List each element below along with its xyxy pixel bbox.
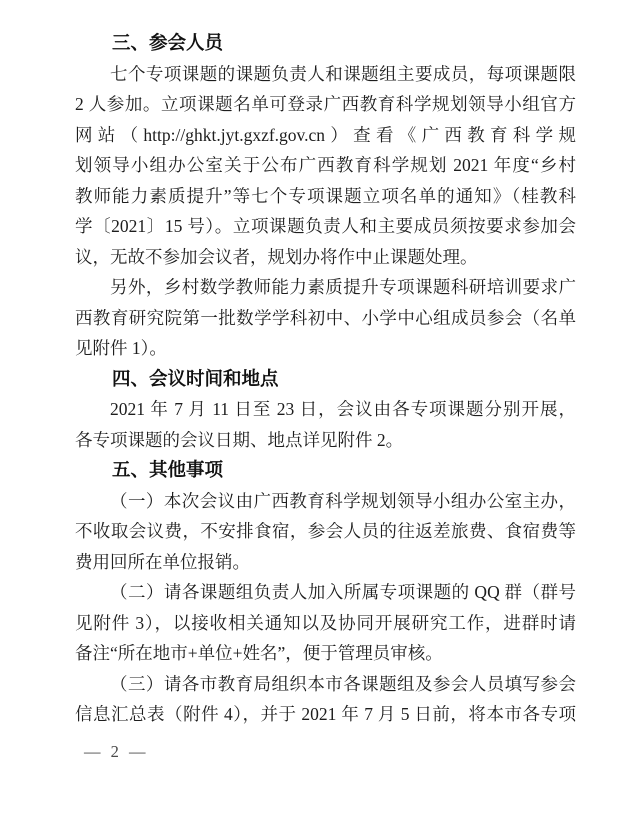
section-heading-4: 四、会议时间和地点 — [112, 367, 279, 389]
text-line: （三）请各市教育局组织本市各课题组及参会人员填写参会 — [110, 673, 576, 694]
text-line: 西教育研究院第一批数学学科初中、小学中心组成员参会（名单 — [75, 307, 576, 328]
document-body — [75, 28, 576, 730]
text-line: 不收取会议费，不安排食宿，参会人员的往返差旅费、食宿费等 — [75, 521, 576, 541]
section-heading-5: 五、其他事项 — [112, 459, 224, 480]
text-line: 另外，乡村数学教师能力素质提升专项课题科研培训要求广 — [110, 277, 576, 297]
text-line: 议，无故不参加会议者，规划办将作中止课题处理。 — [75, 246, 478, 267]
text-line: 划领导小组办公室关于公布广西教育科学规划 2021 年度“乡村 — [75, 155, 576, 175]
text-line: 各专项课题的会议日期、地点详见附件 2。 — [75, 429, 404, 450]
text-line: 网站（http://ghkt.jyt.gxzf.gov.cn）查看《广西教育科学规 — [75, 124, 576, 145]
section-heading-3: 三、参会人员 — [112, 32, 224, 53]
text-line: 七个专项课题的课题负责人和课题组主要成员，每项课题限 — [110, 63, 576, 84]
text-line: 教师能力素质提升”等七个专项课题立项名单的通知》（桂教科 — [75, 185, 576, 206]
text-line: 2 人参加。立项课题名单可登录广西教育科学规划领导小组官方 — [75, 94, 576, 114]
text-line: 学〔2021〕15 号）。立项课题负责人和主要成员须按要求参加会 — [75, 216, 576, 236]
text-line: 2021 年 7 月 11 日至 23 日，会议由各专项课题分别开展， — [110, 399, 576, 419]
text-line: （二）请各课题组负责人加入所属专项课题的 QQ 群（群号 — [110, 582, 576, 602]
text-line: 费用回所在单位报销。 — [75, 551, 250, 572]
page-number: — 2 — — [84, 742, 149, 761]
text-line: 备注“所在地市+单位+姓名”，便于管理员审核。 — [75, 643, 443, 663]
text-line: （一）本次会议由广西教育科学规划领导小组办公室主办， — [110, 490, 576, 511]
text-line: 见附件 3），以接收相关通知以及协同开展研究工作，进群时请 — [75, 612, 576, 633]
text-line: 信息汇总表（附件 4），并于 2021 年 7 月 5 日前，将本市各专项 — [75, 704, 576, 724]
text-line: 见附件 1）。 — [75, 338, 167, 358]
